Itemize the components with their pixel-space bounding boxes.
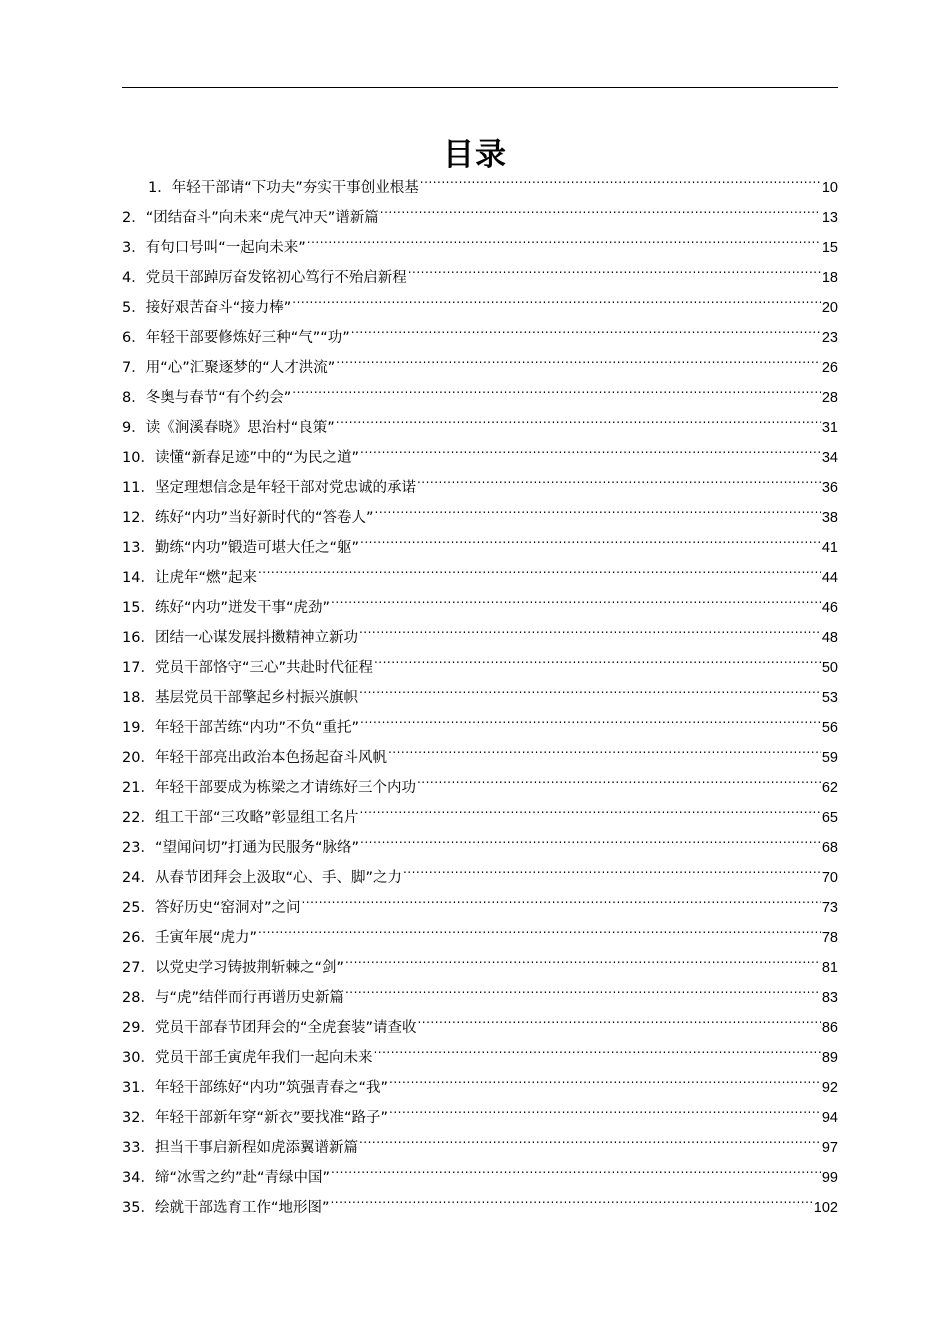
toc-entry-number: 8．: [122, 390, 146, 406]
toc-entry-number: 12．: [122, 510, 155, 526]
dot-leader: [359, 792, 820, 822]
dot-leader: [380, 192, 821, 222]
toc-entry-label: 让虎年“燃”起来: [154, 570, 257, 586]
toc-list: [122, 162, 838, 1216]
toc-entry-number: 21．: [122, 780, 155, 796]
toc-entry-page: 53: [821, 690, 838, 706]
toc-entry-page: 34: [821, 450, 838, 466]
toc-entry-number: 4．: [122, 270, 146, 286]
toc-entry-number: 28．: [122, 990, 155, 1006]
toc-entry-label: 壬寅年展“虎力”: [154, 930, 257, 946]
toc-entry-label: 读《涧溪春晓》思治村“良策”: [145, 420, 335, 436]
toc-entry-label: 从春节团拜会上汲取“心、手、脚”之力: [154, 870, 402, 886]
toc-entry-number: 19．: [122, 720, 155, 736]
dot-leader: [417, 762, 821, 792]
dot-leader: [258, 912, 821, 942]
dot-leader: [330, 1182, 812, 1212]
toc-entry-page: 97: [821, 1140, 838, 1156]
toc-entry-label: 年轻干部亮出政治本色扬起奋斗风帆: [154, 750, 387, 766]
dot-leader: [389, 1062, 821, 1092]
toc-entry-page: 56: [821, 720, 838, 736]
toc-entry-page: 92: [821, 1080, 838, 1096]
toc-entry-label: 缔“冰雪之约”赴“青绿中国”: [154, 1170, 331, 1186]
toc-entry-label: 练好“内功”迸发干事“虎劲”: [154, 600, 331, 616]
toc-entry-page: 70: [821, 870, 838, 886]
toc-entry-page: 26: [821, 360, 838, 376]
toc-entry-label: 年轻干部要成为栋梁之才请练好三个内功: [154, 780, 416, 796]
toc-entry-page: 94: [821, 1110, 838, 1126]
toc-entry-page: 48: [821, 630, 838, 646]
toc-entry-page: 10: [821, 180, 838, 196]
toc-entry-page: 15: [821, 240, 838, 256]
dot-leader: [403, 852, 821, 882]
toc-entry-page: 62: [821, 780, 838, 796]
dot-leader: [374, 642, 821, 672]
toc-entry-label: “望闻问切”打通为民服务“脉络”: [154, 840, 359, 856]
toc-entry-label: 团结一心谋发展抖擞精神立新功: [154, 630, 358, 646]
toc-entry-label: 年轻干部新年穿“新衣”要找准“路子”: [154, 1110, 388, 1126]
dot-leader: [360, 432, 821, 462]
toc-entry-page: 13: [821, 210, 838, 226]
dot-leader: [301, 882, 820, 912]
toc-entry-label: 年轻干部练好“内功”筑强青春之“我”: [154, 1080, 388, 1096]
dot-leader: [345, 942, 821, 972]
toc-entry-page: 36: [821, 480, 838, 496]
toc-entry-page: 38: [821, 510, 838, 526]
toc-entry-number: 32．: [122, 1110, 155, 1126]
toc-entry-number: 2．: [122, 210, 146, 226]
toc-entry-page: 23: [821, 330, 838, 346]
toc-entry-label: 接好艰苦奋斗“接力棒”: [145, 300, 292, 316]
toc-entry-label: 练好“内功”当好新时代的“答卷人”: [154, 510, 374, 526]
dot-leader: [292, 282, 821, 312]
toc-entry-number: 7．: [122, 360, 146, 376]
toc-entry-number: 17．: [122, 660, 155, 676]
toc-entry-label: 用“心”汇聚逐梦的“人才洪流”: [145, 360, 336, 376]
toc-entry-number: 10．: [122, 450, 155, 466]
dot-leader: [258, 552, 821, 582]
dot-leader: [408, 252, 821, 282]
toc-entry-page: 83: [821, 990, 838, 1006]
toc-entry-number: 5．: [122, 300, 146, 316]
toc-entry-number: 1．: [148, 180, 172, 196]
toc-entry-number: 22．: [122, 810, 155, 826]
toc-entry-number: 20．: [122, 750, 155, 766]
toc-entry-page: 73: [821, 900, 838, 916]
toc-entry-label: 冬奥与春节“有个约会”: [145, 390, 292, 406]
dot-leader: [336, 402, 821, 432]
toc-entry-label: “团结奋斗”向未来“虎气冲天”谱新篇: [145, 210, 379, 226]
toc-entry-page: 50: [821, 660, 838, 676]
toc-entry-label: 与“虎”结伴而行再谱历史新篇: [154, 990, 344, 1006]
dot-leader: [417, 1002, 820, 1032]
toc-entry-label: 组工干部“三攻略”彰显组工名片: [154, 810, 359, 826]
toc-entry-label: 年轻干部请“下功夫”夯实干事创业根基: [171, 180, 419, 196]
toc-entry-page: 65: [821, 810, 838, 826]
toc-entry-number: 31．: [122, 1080, 155, 1096]
toc-entry-page: 28: [821, 390, 838, 406]
toc-entry-label: 党员干部踔厉奋发铭初心笃行不殆启新程: [145, 270, 407, 286]
toc-entry-label: 担当干事启新程如虎添翼谱新篇: [154, 1140, 358, 1156]
toc-entry-label: 年轻干部要修炼好三种“气”“功”: [145, 330, 350, 346]
toc-entry-number: 23．: [122, 840, 155, 856]
toc-entry-label: 答好历史“窑洞对”之问: [154, 900, 301, 916]
dot-leader: [389, 1092, 821, 1122]
toc-entry-page: 59: [821, 750, 838, 766]
dot-leader: [307, 222, 821, 252]
toc-entry-label: 党员干部壬寅虎年我们一起向未来: [154, 1050, 373, 1066]
toc-entry-number: 27．: [122, 960, 155, 976]
dot-leader: [336, 342, 821, 372]
toc-entry-page: 41: [821, 540, 838, 556]
dot-leader: [345, 972, 821, 1002]
toc-entry-label: 基层党员干部擎起乡村振兴旗帜: [154, 690, 358, 706]
dot-leader: [388, 732, 821, 762]
dot-leader: [331, 582, 821, 612]
toc-entry-page: 68: [821, 840, 838, 856]
header-rule: [122, 87, 838, 88]
dot-leader: [417, 462, 821, 492]
toc-entry-number: 34．: [122, 1170, 155, 1186]
dot-leader: [359, 612, 821, 642]
dot-leader: [360, 822, 821, 852]
toc-entry-number: 3．: [122, 240, 146, 256]
toc-entry-page: 81: [821, 960, 838, 976]
toc-entry-number: 9．: [122, 420, 146, 436]
toc-entry-number: 29．: [122, 1020, 155, 1036]
toc-entry-label: 党员干部春节团拜会的“全虎套装”请查收: [154, 1020, 417, 1036]
toc-entry-page: 44: [821, 570, 838, 586]
toc-entry-label: 年轻干部苦练“内功”不负“重托”: [154, 720, 359, 736]
dot-leader: [351, 312, 821, 342]
toc-entry-number: 26．: [122, 930, 155, 946]
dot-leader: [375, 492, 821, 522]
toc-entry-number: 33．: [122, 1140, 155, 1156]
toc-entry-page: 18: [821, 270, 838, 286]
toc-entry-label: 绘就干部选育工作“地形图”: [154, 1200, 330, 1216]
dot-leader: [373, 1032, 820, 1062]
toc-entry-page: 89: [821, 1050, 838, 1066]
toc-entry-number: 18．: [122, 690, 155, 706]
toc-entry-page: 46: [821, 600, 838, 616]
toc-entry-number: 16．: [122, 630, 155, 646]
dot-leader: [359, 672, 821, 702]
toc-entry-number: 6．: [122, 330, 146, 346]
toc-entry-page: 78: [821, 930, 838, 946]
toc-entry-label: 以党史学习铸披荆斩棘之“剑”: [154, 960, 344, 976]
toc-title: 目录: [443, 136, 507, 173]
toc-entry-label: 有句口号叫“一起向未来”: [145, 240, 306, 256]
toc-entry-page: 99: [821, 1170, 838, 1186]
dot-leader: [292, 372, 821, 402]
dot-leader: [331, 1152, 821, 1182]
toc-entry-label: 勤练“内功”锻造可堪大任之“躯”: [154, 540, 359, 556]
toc-entry-page: 86: [821, 1020, 838, 1036]
toc-entry-number: 30．: [122, 1050, 155, 1066]
toc-entry-number: 13．: [122, 540, 155, 556]
toc-entry-label: 读懂“新春足迹”中的“为民之道”: [154, 450, 359, 466]
toc-entry-page: 31: [821, 420, 838, 436]
toc-entry-number: 25．: [122, 900, 155, 916]
dot-leader: [359, 1122, 821, 1152]
toc-entry[interactable]: [122, 162, 838, 196]
toc-entry-page: 20: [821, 300, 838, 316]
dot-leader: [420, 162, 821, 192]
dot-leader: [360, 522, 821, 552]
toc-entry-number: 14．: [122, 570, 155, 586]
toc-entry-label: 坚定理想信念是年轻干部对党忠诚的承诺: [154, 480, 416, 496]
toc-entry-number: 35．: [122, 1200, 155, 1216]
toc-entry-page: 102: [813, 1200, 838, 1216]
toc-entry-label: 党员干部恪守“三心”共赴时代征程: [154, 660, 373, 676]
toc-entry-number: 15．: [122, 600, 155, 616]
toc-entry-number: 11．: [122, 480, 155, 496]
dot-leader: [360, 702, 821, 732]
toc-entry-number: 24．: [122, 870, 155, 886]
